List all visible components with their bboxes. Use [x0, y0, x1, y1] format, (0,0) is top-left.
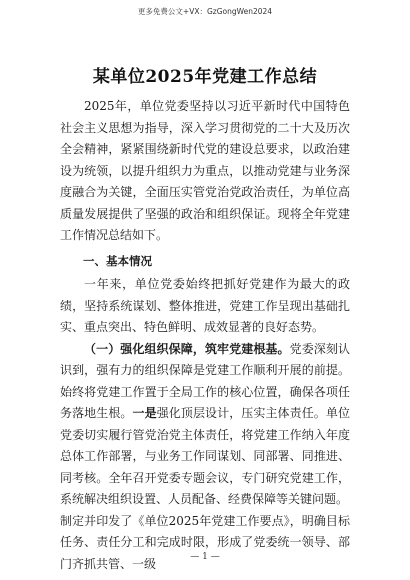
point-marker: 一是: [132, 406, 157, 420]
document-body: [60, 96, 350, 575]
section-heading: 一、基本情况: [83, 253, 152, 268]
subsection-heading: （一）强化组织保障，筑牢党建根基。: [84, 341, 290, 356]
point-text: 强化顶层设计，压实主体责任。单位党委切实履行管党治党主体责任，将党建工作纳入年度总体工作部署，与业务工作同谋划、同部署、同推进、同考核。全年召开党委专题会议，专门研究党建工作，系统解决组织设置、人员配备、经费保障等关键问题。: [60, 406, 350, 506]
document-title: 某单位2025年党建工作总结: [92, 67, 318, 87]
page-number: — 1 —: [190, 552, 220, 562]
intro-paragraph: 2025年，单位党委坚持以习近平新时代中国特色社会主义思想为指导，深入学习贯彻党的二十大及历次全会精神，紧紧围绕新时代党的建设总要求，以政治建设为统领，以提升组织力为重点，以推动党建与业务深度融合为关键，全面压实管党治党政治责任，为单位高质量发展提供了坚强的政治和组织保证。现将全年党建工作情况总结如下。: [60, 99, 350, 242]
section-paragraph: 一年来，单位党委始终把抓好党建作为最大的政绩，坚持系统谋划、整体推进，党建工作呈现出基础扎实、重点突出、特色鲜明、成效显著的良好态势。: [60, 277, 350, 334]
subsection-text: 党委深刻认识到，强有力的组织保障是党建工作顺利开展的前提。始终将党建工作置于全局工作的核心位置，确保各项任务落地生根。: [60, 341, 350, 420]
top-banner: 更多免费公文+VX：GzGongWen2024: [137, 7, 273, 16]
continued-paragraph: 制定并印发了《单位2025年党建工作要点》，明确目标任务、责任分工和完成时限，形成了党委统一领导、部门齐抓共管、一级: [60, 513, 350, 571]
subsection-paragraph: [60, 339, 350, 511]
